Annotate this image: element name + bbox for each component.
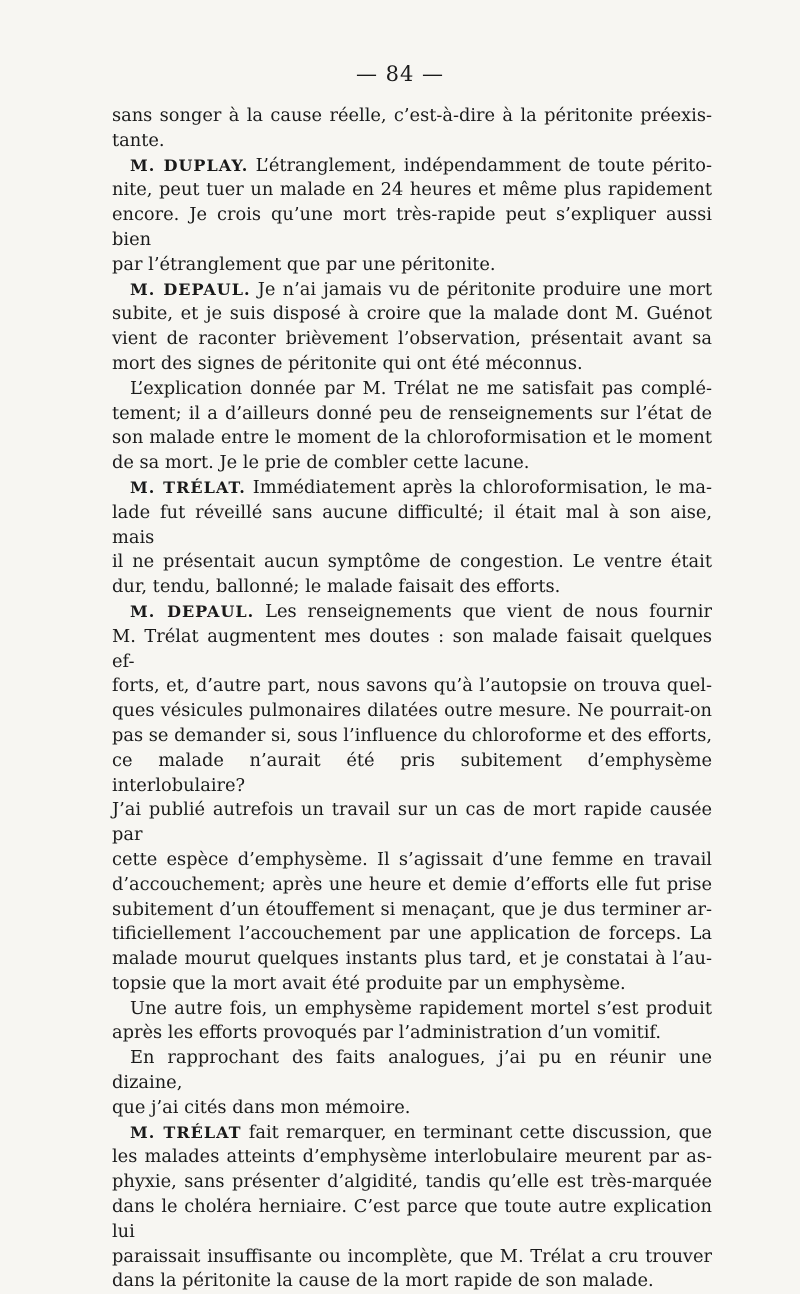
text-line: pas se demander si, sous l’influence du chloroforme et des efforts, [112, 724, 712, 746]
speaker-name: M. DEPAUL. [130, 601, 255, 621]
paragraph [112, 600, 712, 997]
text-line: M. Trélat augmentent mes doutes : son malade faisait quelques ef- [112, 625, 712, 672]
text-line: les malades atteints d’emphysème interlobulaire meurent par as- [112, 1146, 712, 1168]
text-line: topsie que la mort avait été produite par un emphysème. [112, 972, 626, 994]
text-line: nite, peut tuer un malade en 24 heures et même plus rapidement [112, 179, 712, 201]
text-line: dans le choléra herniaire. C’est parce que toute autre explication lui [112, 1196, 712, 1242]
text-line: de sa mort. Je le prie de combler cette lacune. [112, 452, 530, 474]
text-line: tement; il a d’ailleurs donné peu de renseignements sur l’état de [112, 402, 712, 424]
text-line: subitement d’un étouffement si menaçant, que je dus terminer ar- [112, 898, 712, 920]
text-line: ce malade n’aurait été pris subitement d’emphysème interlobulaire? [112, 749, 712, 796]
text-line: ques vésicules pulmonaires dilatées outre mesure. Ne pourrait-on [112, 700, 712, 722]
text-line: encore. Je crois qu’une mort très-rapide peut s’expliquer aussi bien [112, 204, 712, 250]
text-line: que j’ai cités dans mon mémoire. [112, 1096, 411, 1118]
text-line: subite, et je suis disposé à croire que la malade dont M. Guénot [112, 303, 712, 325]
text-line: tificiellement l’accouchement par une application de forceps. La [112, 923, 712, 945]
speaker-name: M. TRÉLAT [130, 1122, 242, 1142]
text-line: phyxie, sans présenter d’algidité, tandis qu’elle est très-marquée [112, 1171, 712, 1193]
text-line: J’ai publié autrefois un travail sur un cas de mort rapide causée par [112, 799, 712, 846]
text-line: vient de raconter brièvement l’observation, présentait avant sa [112, 328, 712, 350]
speaker-name: M. TRÉLAT. [130, 477, 246, 497]
text-line: sans songer à la cause réelle, c’est-à-dire à la péritonite préexis- [112, 105, 712, 126]
text-line: tante. [112, 129, 165, 151]
text-line: M. TRÉLAT fait remarquer, en terminant cette discussion, que [130, 1121, 713, 1143]
text-line: par l’étranglement que par une péritonite. [112, 253, 496, 275]
text-line: dur, tendu, ballonné; le malade faisait des efforts. [112, 576, 561, 598]
text-line: L’explication donnée par M. Trélat ne me satisfait pas complé- [130, 377, 712, 399]
text-line: il ne présentait aucun symptôme de congestion. Le ventre était [112, 551, 712, 573]
text-line: M. DEPAUL. Les renseignements que vient de nous fournir [130, 600, 712, 622]
text-line: M. DUPLAY. L’étranglement, indépendamment de toute périto- [130, 154, 712, 176]
page-number: — 84 — [355, 62, 445, 86]
paragraph [112, 1121, 712, 1294]
paragraph [112, 997, 712, 1047]
text-line: Une autre fois, un emphysème rapidement mortel s’est produit [130, 997, 712, 1019]
paragraph [112, 104, 712, 154]
text-line: lade fut réveillé sans aucune difficulté; il était mal à son aise, mais [112, 501, 712, 548]
text-line: paraissait insuffisante ou incomplète, que M. Trélat a cru trouver [112, 1245, 712, 1267]
text-line: dans la péritonite la cause de la mort rapide de son malade. [112, 1270, 654, 1292]
text-line: forts, et, d’autre part, nous savons qu’à l’autopsie on trouva quel- [112, 675, 712, 697]
text-line: malade mourut quelques instants plus tard, et je constatai à l’au- [112, 948, 712, 970]
paragraph [112, 1046, 712, 1120]
text-line: mort des signes de péritonite qui ont été méconnus. [112, 352, 583, 374]
text-line: M. TRÉLAT. Immédiatement après la chloroformisation, le ma- [130, 476, 713, 498]
text-line: En rapprochant des faits analogues, j’ai pu en réunir une dizaine, [112, 1047, 712, 1094]
text-line: d’accouchement; après une heure et demie d’efforts elle fut prise [112, 873, 712, 895]
speaker-name: M. DUPLAY. [130, 155, 249, 175]
text-line: après les efforts provoqués par l’administration d’un vomitif. [112, 1022, 662, 1044]
text-line: cette espèce d’emphysème. Il s’agissait d’une femme en travail [112, 848, 712, 870]
paragraph [112, 476, 712, 600]
paragraph [112, 377, 712, 476]
paragraph [112, 278, 712, 377]
paragraph [112, 154, 712, 278]
text-line: M. DEPAUL. Je n’ai jamais vu de péritonite produire une mort [130, 278, 712, 300]
body-text [112, 104, 712, 1294]
text-line: son malade entre le moment de la chloroformisation et le moment [112, 427, 712, 449]
speaker-name: M. DEPAUL. [130, 279, 251, 299]
